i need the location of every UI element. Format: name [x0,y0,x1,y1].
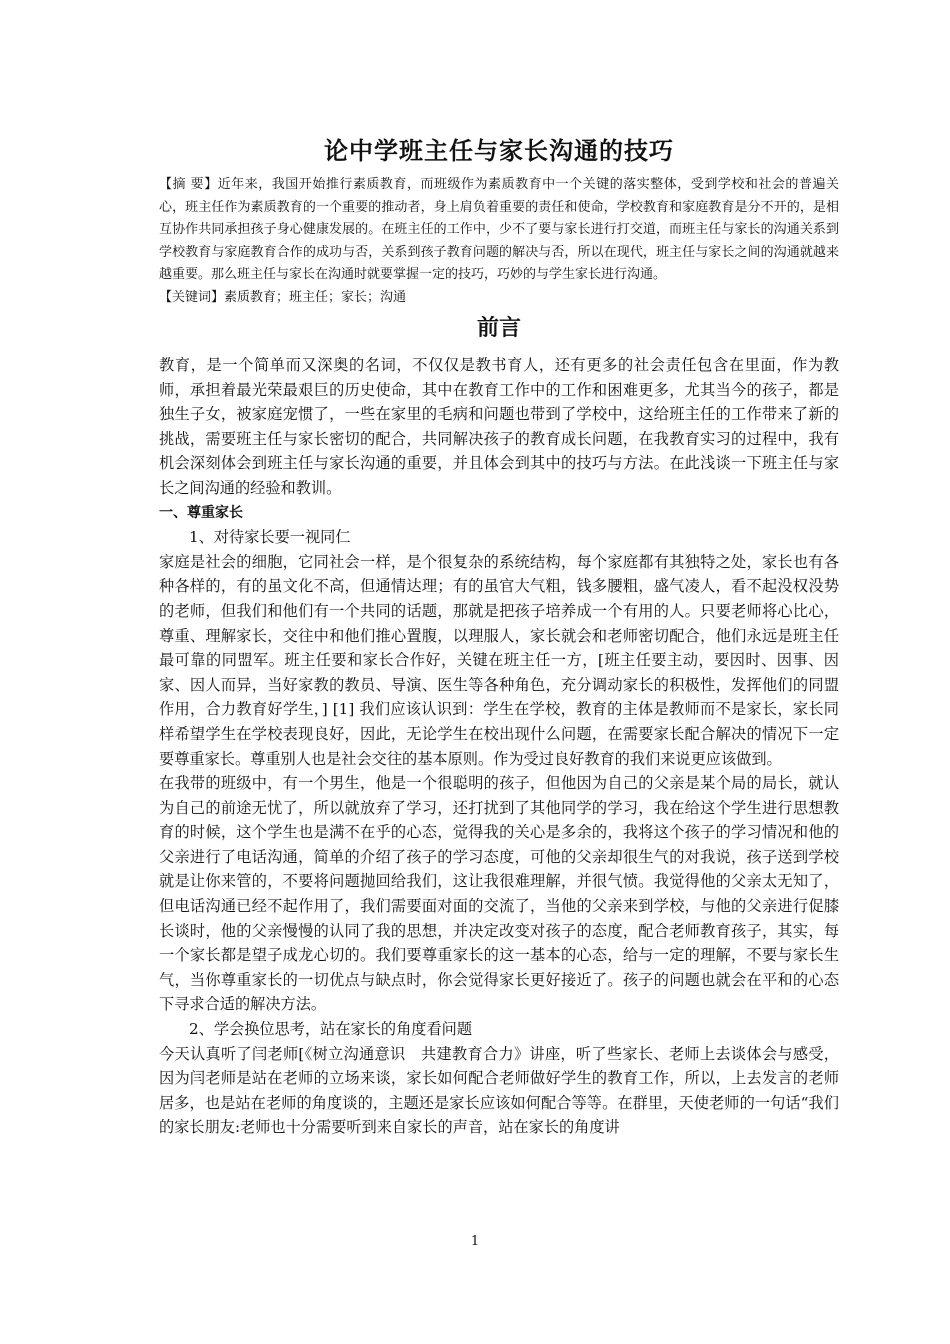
page-number: 1 [470,1234,480,1249]
abstract [159,174,839,287]
keywords-text: 素质教育；班主任；家长；沟通 [224,289,407,305]
preface-title: 前言 [476,315,521,341]
keywords-label: 【关键词】 [159,289,225,305]
keywords [159,287,839,310]
body-paragraph-3: 今天认真听了闫老师[《树立沟通意识 共建教育合力》讲座，听了些家长、老师上去谈体会与感受，因为闫老师是站在老师的立场来谈，家长如何配合老师做好学生的教育工作，所以，上去发言的老师居多，也是站在老师的角度谈的，主题还是家长应该如何配合等等。在群里，天使老师的一句话“我们的家长朋友:老师也十分需要听到来自家长的声音，站在家长的角度讲 [159,1044,839,1137]
abstract-label: 【摘 要】 [159,177,218,192]
subsection-heading-1: 1、对待家长要一视同仁 [189,528,351,547]
document-title: 论中学班主任与家长沟通的技巧 [324,136,674,165]
body-paragraph-2: 在我带的班级中，有一个男生，他是一个很聪明的孩子，但他因为自己的父亲是某个局的局长，就认为自己的前途无忧了，所以就放弃了学习，还打扰到了其他同学的学习，我在给这个学生进行思想教育的时候，这个学生也是满不在乎的心态，觉得我的关心是多余的，我将这个孩子的学习情况和他的父亲进行了电话沟通，简单的介绍了孩子的学习态度，可他的父亲却很生气的对我说，孩子送到学校就是让你来管的，不要将问题抛回给我们，这让我很难理解，并很气愤。我觉得他的父亲太无知了，但电话沟通已经不起作用了，我们需要面对面的交流了，当他的父亲来到学校，与他的父亲进行促膝长谈时，他的父亲慢慢的认同了我的思想，并决定改变对孩子的态度，配合老师教育孩子，其实，每一个家长都是望子成龙心切的。我们要尊重家长的这一基本的心态，给与一定的理解，不要与家长生气，当你尊重家长的一切优点与缺点时，你会觉得家长更好接近了。孩子的问题也就会在平和的心态下寻求合适的解决方法。 [159,774,839,1014]
subsection-heading-2: 2、学会换位思考，站在家长的角度看问题 [189,1020,473,1039]
preface-paragraph: 教育，是一个简单而又深奥的名词，不仅仅是教书育人，还有更多的社会责任包含在里面，作为教师，承担着最光荣最艰巨的历史使命，其中在教育工作中的工作和困难更多，尤其当今的孩子，都是独生子女，被家庭宠惯了，一些在家里的毛病和问题也带到了学校中，这给班主任的工作带来了新的挑战，需要班主任与家长密切的配合，共同解决孩子的教育成长问题，在我教育实习的过程中，我有机会深刻体会到班主任与家长沟通的重要，并且体会到其中的技巧与方法。在此浅谈一下班主任与家长之间沟通的经验和教训。 [159,356,839,497]
abstract-text: 近年来，我国开始推行素质教育，而班级作为素质教育中一个关键的落实整体，受到学校和社会的普遍关心，班主任作为素质教育的一个重要的推动者，身上肩负着重要的责任和使命，学校教育和家庭教育是分不开的，是相互协作共同承担孩子身心健康发展的。在班主任的工作中，少不了要与家长进行打交道，而班主任与家长的沟通关系到学校教育与家庭教育合作的成功与否，关系到孩子教育问题的解决与否，所以在现代，班主任与家长之间的沟通就越来越重要。那么班主任与家长在沟通时就要掌握一定的技巧，巧妙的与学生家长进行沟通。 [159,177,839,282]
body-paragraph-1: 家庭是社会的细胞，它同社会一样，是个很复杂的系统结构，每个家庭都有其独特之处，家长也有各种各样的，有的虽文化不高，但通情达理；有的虽官大气粗，钱多腰粗，盛气凌人，看不起没权没势的老师，但我们和他们有一个共同的话题，那就是把孩子培养成一个有用的人。只要老师将心比心，尊重、理解家长，交往中和他们推心置腹，以理服人，家长就会和老师密切配合，他们永远是班主任最可靠的同盟军。班主任要和家长合作好，关键在班主任一方，[班主任要主动，要因时、因事、因家、因人而异，当好家教的教员、导演、医生等各种角色，充分调动家长的积极性，发挥他们的同盟作用，合力教育好学生，] [1] 我们应该认识到：学生在学校，教育的主体是教师而不是家长，家长同样希望学生在学校表现良好，因此，无论学生在校出现什么问题，在需要家长配合解决的情况下一定要尊重家长。尊重别人也是社会交往的基本原则。作为受过良好教育的我们来说更应该做到。 [159,552,839,768]
page-content [159,134,839,1140]
section-heading-respect-parents: 一、尊重家长 [159,504,243,521]
